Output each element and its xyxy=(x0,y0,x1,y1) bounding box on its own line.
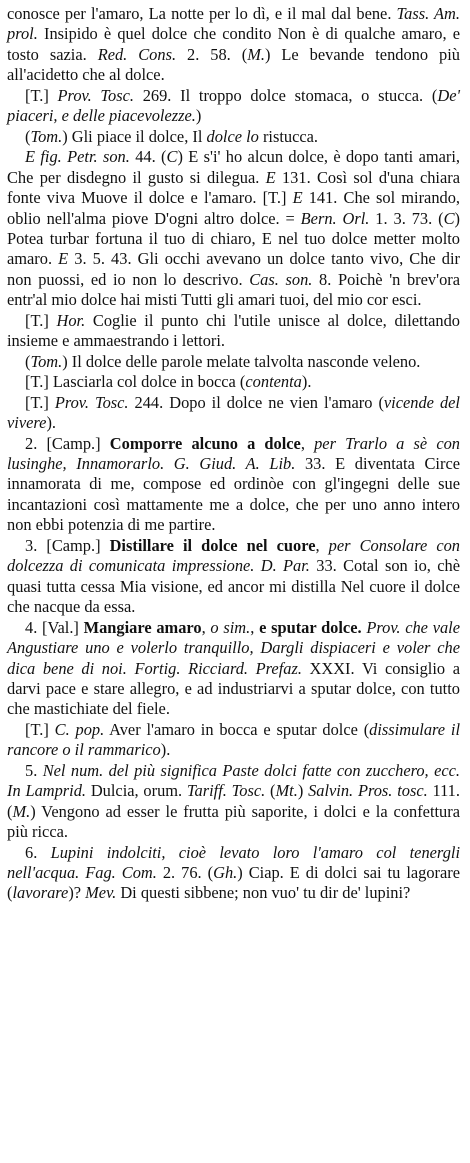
entry-text: , xyxy=(315,535,329,555)
entry-paragraph xyxy=(7,310,465,352)
citation-text: Mev. xyxy=(85,883,117,903)
entry-text: ) Potea turbar fortuna il tuo di chiaro, E nel tuo dolce metter molto amaro. xyxy=(7,208,465,269)
citation-text: per Consolare con dolcezza di comunicata impressione. D. Par. xyxy=(7,535,465,576)
entry-text: 5. xyxy=(25,760,43,780)
citation-text: M. xyxy=(12,801,31,821)
citation-text: vicende del vivere xyxy=(7,392,465,433)
citation-text: Mt. xyxy=(275,781,298,801)
citation-text: dolce lo xyxy=(206,126,259,146)
entry-text: Di questi sibbene; non vuo' tu dir de' lupini? xyxy=(116,883,411,903)
entry-text: ) Le bevande tendono più all'acidetto che al dolce. xyxy=(7,44,465,85)
entry-text: ristucca. xyxy=(258,126,319,146)
entry-paragraph xyxy=(7,617,465,720)
citation-text: contenta xyxy=(245,372,302,392)
entry-text: , xyxy=(250,617,260,637)
entry-paragraph xyxy=(7,372,460,392)
entry-text: [T.] Lasciarla col dolce in bocca ( xyxy=(25,372,246,392)
entry-text: 33. Cotal son io, chè quasi tutta cessa Mia visione, ed ancor mi distilla Nel cuore il dolce che nacque da essa. xyxy=(7,556,465,617)
citation-text: dissimulare il rancore o il rammarico xyxy=(7,719,465,760)
entry-text: 3. 5. 43. Gli occhi avevano un dolce tanto vivo, Che dir non puossi, ed io non lo descrivo. xyxy=(7,249,465,289)
citation-text: C xyxy=(443,208,455,228)
entry-paragraph xyxy=(7,719,465,761)
entry-text: 131. Così sol d'una chiara fonte viva Muove il dolce e l'amaro. [T.] xyxy=(7,167,465,208)
entry-text: ) Vengono ad esser le frutta più saporite, i dolci e la confettura più ricca. xyxy=(7,801,465,842)
entry-text: ) xyxy=(195,106,202,126)
entry-text: ). xyxy=(46,413,56,433)
entry-text: 2. 58. ( xyxy=(176,44,248,64)
entry-text: 44. ( xyxy=(129,147,167,167)
entry-paragraph xyxy=(7,352,460,372)
citation-text: Tariff. Tosc. xyxy=(186,781,266,801)
phrase-heading: e sputar dolce. xyxy=(259,617,362,637)
entry-text: 111. ( xyxy=(7,781,465,821)
citation-text: E xyxy=(58,249,69,269)
entry-text: ) E s'i' ho alcun dolce, è dopo tanti amari, Che per disdegno il gusto si dilegua. xyxy=(7,147,465,187)
entry-paragraph xyxy=(7,760,465,843)
entry-text: 1. 3. 73. ( xyxy=(369,208,444,228)
entry-paragraph xyxy=(7,535,465,618)
citation-text: Salvin. Pros. tosc. xyxy=(308,781,428,801)
citation-text: E xyxy=(292,188,303,208)
citation-text: Cas. son. xyxy=(249,269,313,289)
entry-text: [T.] xyxy=(25,310,57,330)
citation-text: Prov. Tosc. xyxy=(54,392,129,412)
entry-text: ( xyxy=(25,126,31,146)
entry-text: Coglie il punto chi l'utile unisce al dolce, dilettando insieme e ammaestrando i lettori. xyxy=(7,310,465,351)
entry-text: 33. E diventata Circe innamorata di me, compose ed ordinòe con gl'ingegni delle sue incantazioni così mattamente me a dolce, che per uno anno intero non ebbi potenzia di me partire. xyxy=(7,453,465,535)
citation-text: o sim. xyxy=(210,617,251,637)
phrase-heading: Comporre alcuno a dolce xyxy=(109,433,301,453)
citation-text: De' piaceri, e delle piacevolezze. xyxy=(7,85,465,126)
entry-text: )? xyxy=(68,883,86,903)
entry-text: [T.] xyxy=(25,392,55,412)
entry-text: ) Il dolce delle parole melate talvolta nasconde veleno. xyxy=(62,351,421,371)
entry-text: ) Ciap. E di dolci sai tu lagorare ( xyxy=(7,863,465,903)
entry-text: , xyxy=(300,433,315,453)
entry-text: 2. [Camp.] xyxy=(25,433,110,453)
entry-text: Aver l'amaro in bocca e sputar dolce ( xyxy=(104,719,370,739)
citation-text: Prov. che vale Angustiare uno e volerlo tranquillo, Dargli dispiaceri e voler che dica bene di noi. Fortig. Ricciard. Prefaz. xyxy=(7,617,465,678)
entry-text: ) Gli piace il dolce, Il xyxy=(62,126,207,146)
citation-text: Tom. xyxy=(30,351,63,371)
entry-text: Dulcia, orum. xyxy=(86,781,187,801)
entry-paragraph xyxy=(7,433,465,536)
phrase-heading: Distillare il dolce nel cuore xyxy=(109,535,316,555)
entry-text: ). xyxy=(301,372,312,392)
citation-text: Nel num. del più significa Paste dolci fatte con zucchero, ecc. In Lamprid. xyxy=(7,760,465,801)
entry-text: 2. 76. ( xyxy=(156,863,214,883)
citation-text: Tass. Am. prol. xyxy=(7,4,465,44)
entry-text: 269. Il troppo dolce stomaca, o stucca. ( xyxy=(133,85,438,105)
citation-text: Bern. Orl. xyxy=(300,208,370,228)
entry-text: 3. [Camp.] xyxy=(25,535,110,555)
entry-text: 244. Dopo il dolce ne vien l'amaro ( xyxy=(128,392,384,412)
entry-text: ) xyxy=(297,781,309,801)
entry-paragraph xyxy=(7,147,465,311)
entry-text: [T.] xyxy=(25,719,55,739)
citation-text: Tom. xyxy=(30,126,63,146)
entry-text: ). xyxy=(160,740,171,760)
entry-text: 6. xyxy=(25,842,51,862)
citation-text: Prov. Tosc. xyxy=(57,85,134,105)
entry-text: [T.] xyxy=(25,85,58,105)
entry-text: XXXI. Vi consiglio a darvi pace e stare allegro, e ad industriarvi a sputar dolce, con tutto che mastichiate del fiele. xyxy=(7,658,465,719)
citation-text: Lupini indolciti, cioè levato loro l'amaro col tenergli nell'acqua. Fag. Com. xyxy=(7,842,465,883)
entry-text: , xyxy=(201,617,211,637)
citation-text: C. pop. xyxy=(54,719,105,739)
entry-dolce-body xyxy=(7,4,465,904)
citation-text: C xyxy=(166,147,178,167)
citation-text: E xyxy=(265,167,276,187)
citation-text: M. xyxy=(247,44,265,64)
citation-text: per Trarlo a sè con lusinghe, Innamorarlo. G. Giud. A. Lib. xyxy=(7,433,465,473)
entry-text: Insipido è quel dolce che condito Non è di qualche amaro, e tosto sazia. xyxy=(7,24,465,64)
citation-text: lavorare xyxy=(12,883,69,903)
entry-paragraph xyxy=(7,842,465,904)
entry-text: ( xyxy=(265,781,276,801)
citation-text: Red. Cons. xyxy=(97,44,177,64)
entry-paragraph xyxy=(7,85,465,127)
entry-text: 4. [Val.] xyxy=(25,617,84,637)
entry-paragraph xyxy=(7,4,465,86)
citation-text: Hor. xyxy=(56,310,86,330)
entry-text: conosce per l'amaro, La notte per lo dì, e il mal dal bene. xyxy=(7,4,397,23)
phrase-heading: Mangiare amaro xyxy=(83,617,202,637)
entry-text: 8. Poichè 'n brev'ora entr'al mio dolce hai misti Tutti gli amari tuoi, del mio cor esci. xyxy=(7,269,465,310)
entry-paragraph xyxy=(7,127,460,147)
citation-text: E fig. Petr. son. xyxy=(25,147,130,167)
entry-paragraph xyxy=(7,392,465,434)
citation-text: Gh. xyxy=(213,863,238,883)
entry-text: 141. Che sol mirando, oblio nell'alma piove D'ogni altro dolce. = xyxy=(7,188,465,228)
entry-text: ( xyxy=(25,351,31,371)
